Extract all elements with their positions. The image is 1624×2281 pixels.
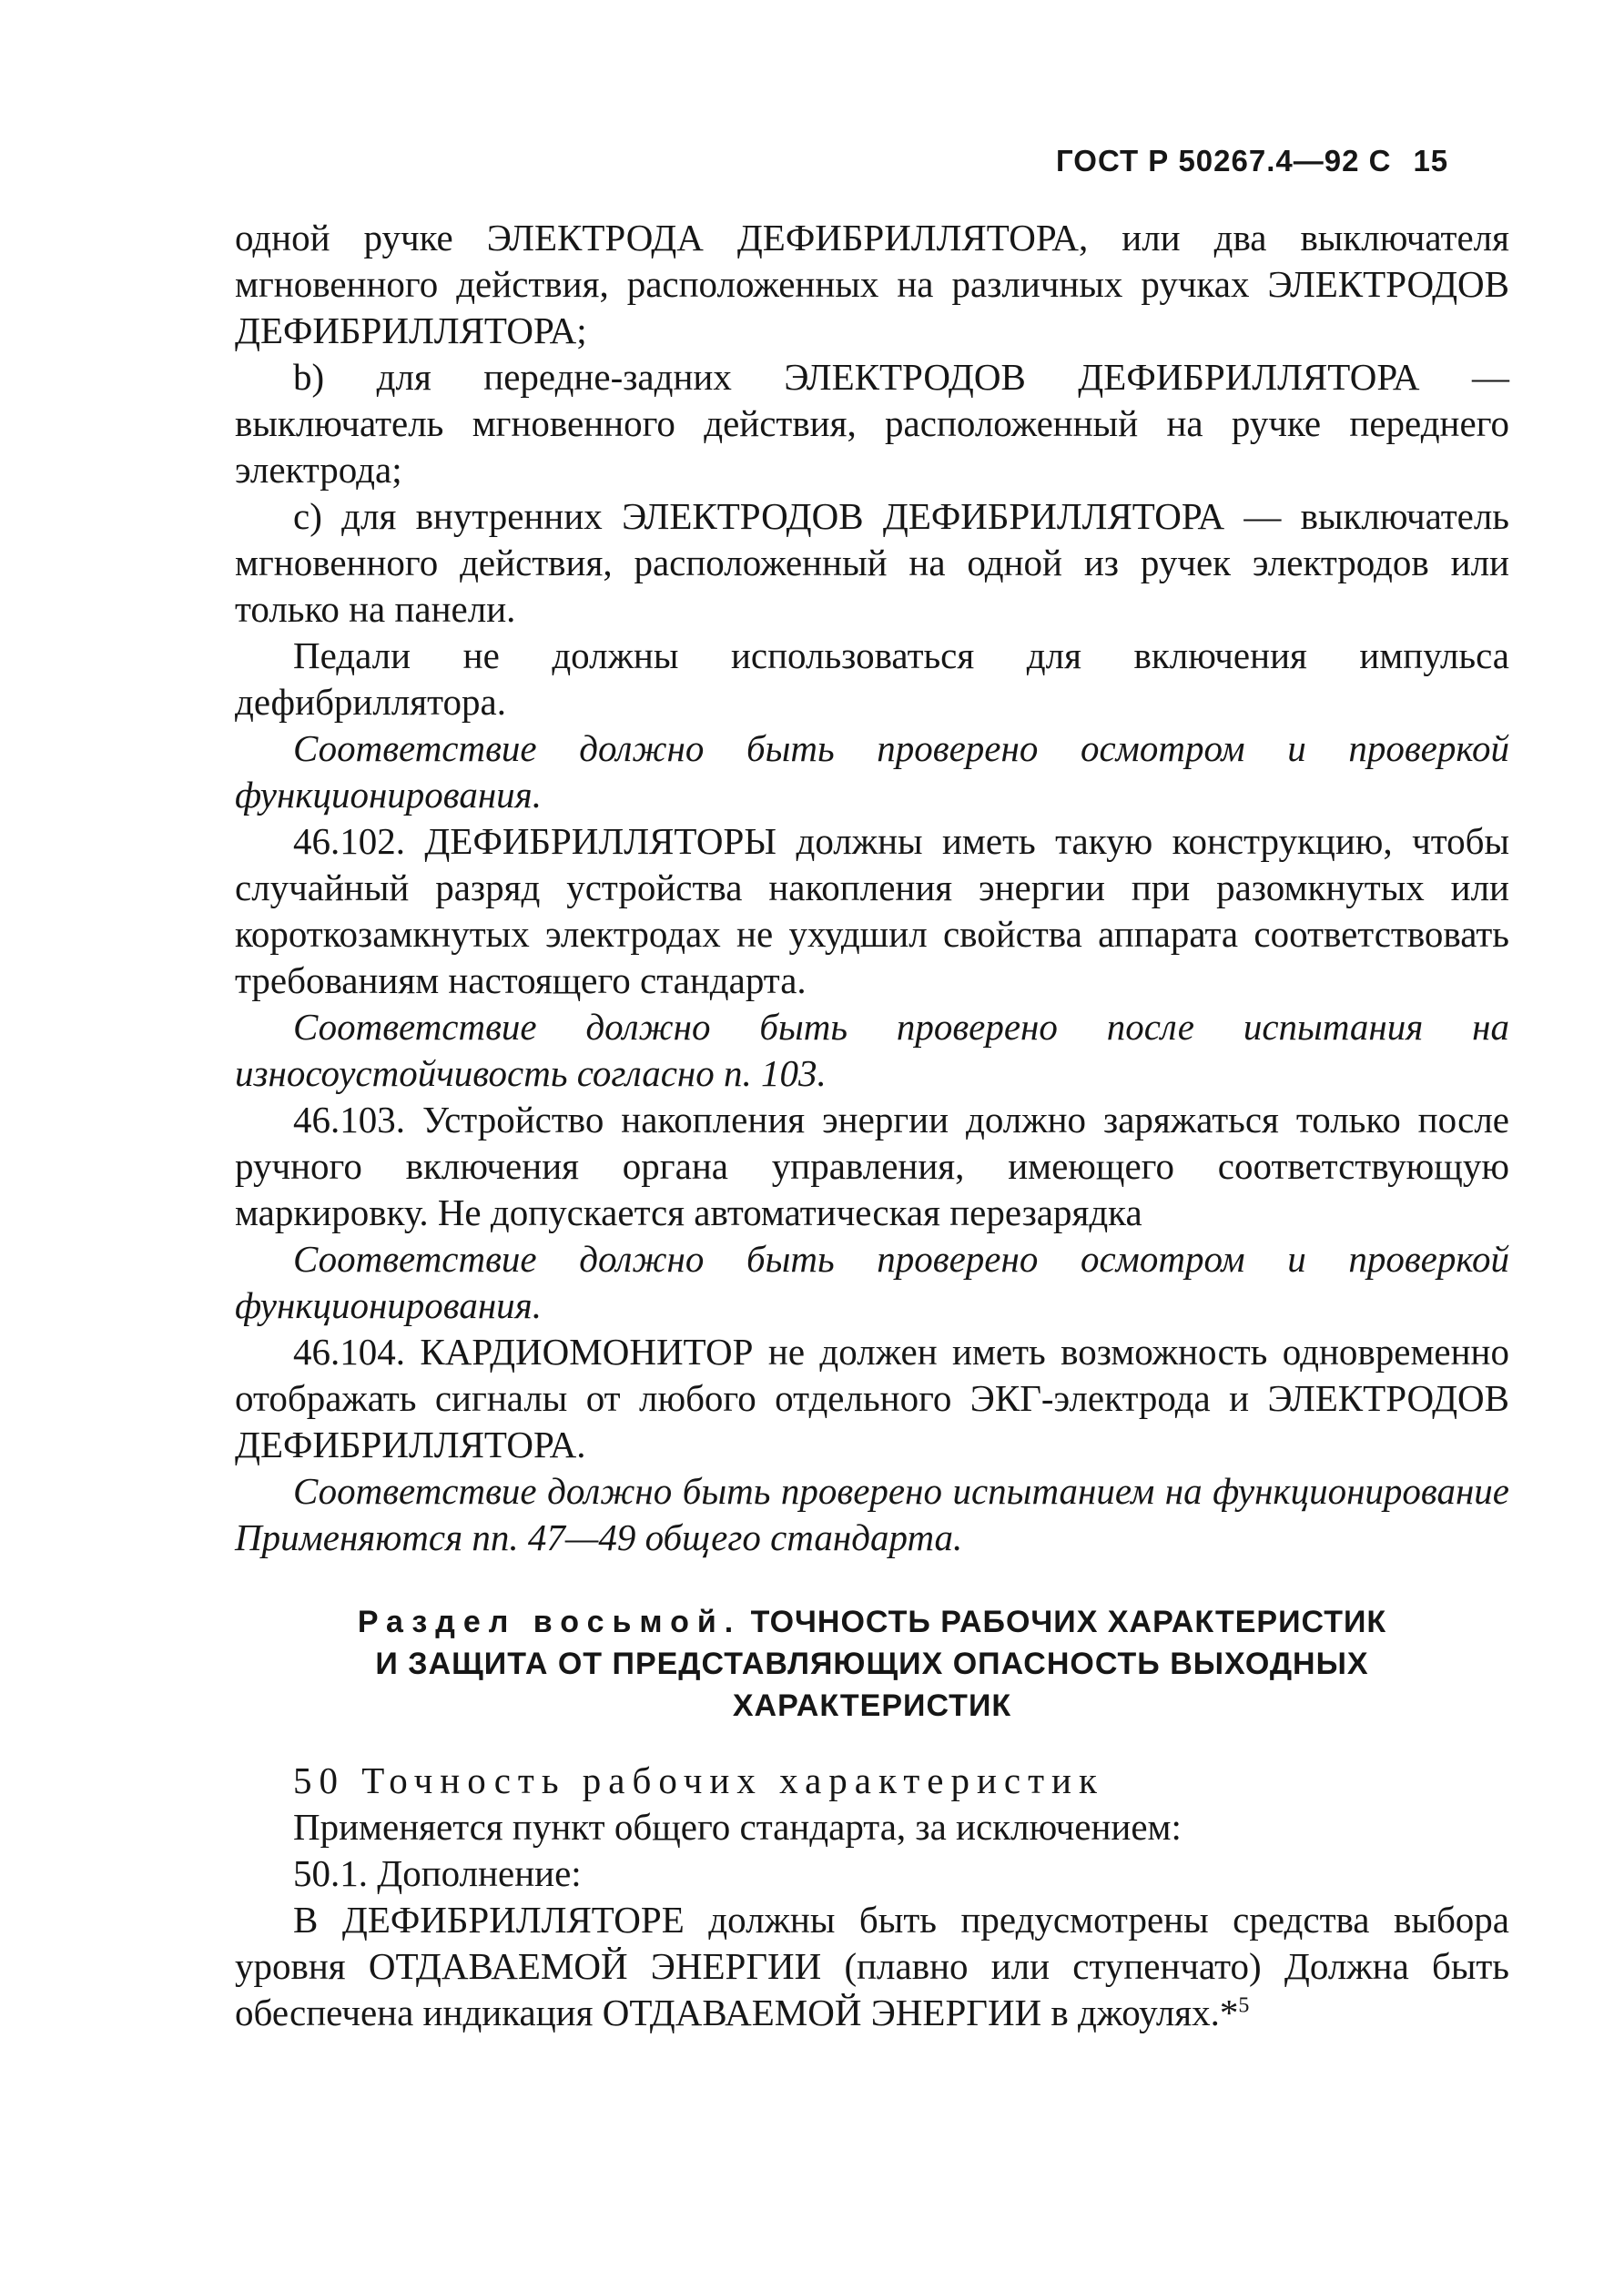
compliance-note: Соответствие должно быть проверено осмотром и проверкой функционирования.: [235, 1238, 1509, 1326]
paragraph: Педали не должны использоваться для включения импульса дефибриллятора.: [235, 634, 1509, 723]
compliance-note: Соответствие должно быть проверено после испытания на износоустойчивость согласно п. 103.: [235, 1006, 1509, 1094]
footnote-mark: 5: [1238, 1993, 1250, 2018]
standard-code: ГОСТ Р 50267.4—92 С: [1056, 144, 1392, 177]
page-number: 15: [1413, 144, 1449, 177]
clause-46-104: 46.104. КАРДИОМОНИТОР не должен иметь возможность одновременно отображать сигналы от любого отдельного ЭКГ-электрода и ЭЛЕКТРОДОВ ДЕФИБРИЛЛЯТОРА.: [235, 1331, 1509, 1465]
compliance-note: Соответствие должно быть проверено осмотром и проверкой функционирования.: [235, 727, 1509, 816]
paragraph: одной ручке ЭЛЕКТРОДА ДЕФИБРИЛЛЯТОРА, или два выключателя мгновенного действия, расположенных на различных ручках ЭЛЕКТРОДОВ ДЕФИБРИЛЛЯТОРА;: [235, 217, 1509, 351]
paragraph: [235, 1897, 1509, 2036]
section-heading-line: И ЗАЩИТА ОТ ПРЕДСТАВЛЯЮЩИХ ОПАСНОСТЬ ВЫХОДНЫХ: [375, 1647, 1369, 1681]
section-label: Раздел восьмой.: [357, 1605, 742, 1639]
section-heading-line: [235, 1601, 1509, 1643]
section-heading: [235, 1601, 1509, 1727]
compliance-note: Соответствие должно быть проверено испытанием на функционирование Применяются пп. 47—49 общего стандарта.: [235, 1470, 1509, 1558]
paragraph-item-b: b) для передне-задних ЭЛЕКТРОДОВ ДЕФИБРИЛЛЯТОРА — выключатель мгновенного действия, расположенный на ручке переднего электрода;: [235, 356, 1509, 491]
clause-50-heading: 50 Точность рабочих характеристик: [293, 1759, 1104, 1801]
section-heading-line: ХАРАКТЕРИСТИК: [732, 1688, 1012, 1723]
document-body: [235, 215, 1509, 2036]
paragraph: Применяется пункт общего стандарта, за исключением:: [293, 1806, 1182, 1848]
clause-46-103: 46.103. Устройство накопления энергии должно заряжаться только после ручного включения органа управления, имеющего соответствующую маркировку. Не допускается автоматическая перезарядка: [235, 1099, 1509, 1233]
page-header: [1056, 144, 1511, 195]
clause-46-102: 46.102. ДЕФИБРИЛЛЯТОРЫ должны иметь такую конструкцию, чтобы случайный разряд устройства накопления энергии при разомкнутых или короткозамкнутых электродах не ухудшил свойства аппарата соответствовать требованиям настоящего стандарта.: [235, 820, 1509, 1001]
clause-50-1-text: В ДЕФИБРИЛЛЯТОРЕ должны быть предусмотрены средства выбора уровня ОТДАВАЕМОЙ ЭНЕРГИИ (плавно или ступенчато) Должна быть обеспечена индикация ОТДАВАЕМОЙ ЭНЕРГИИ в джоулях.*: [235, 1899, 1509, 2033]
paragraph-item-c: с) для внутренних ЭЛЕКТРОДОВ ДЕФИБРИЛЛЯТОРА — выключатель мгновенного действия, расположенный на одной из ручек электродов или только на панели.: [235, 495, 1509, 630]
section-title: ТОЧНОСТЬ РАБОЧИХ ХАРАКТЕРИСТИК: [750, 1605, 1387, 1639]
clause-50-1: 50.1. Дополнение:: [293, 1852, 582, 1894]
